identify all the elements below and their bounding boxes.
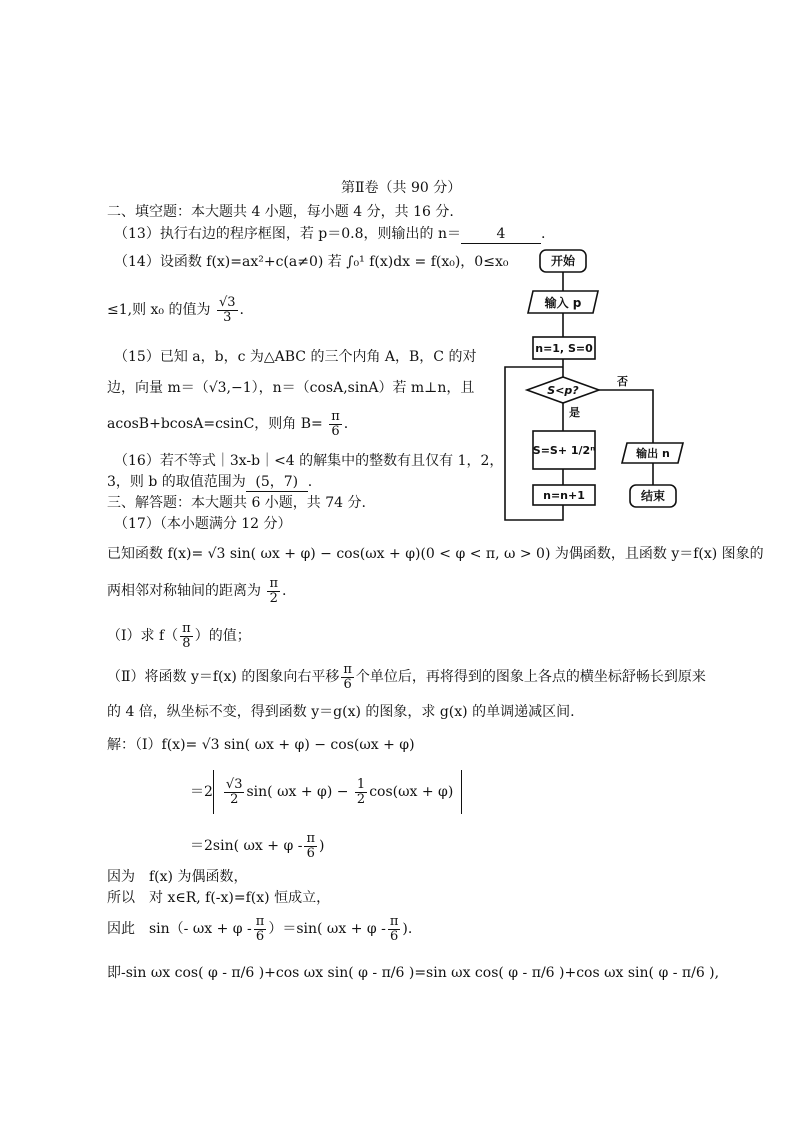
q17-line2-frac (267, 577, 280, 605)
q16-line2 (107, 474, 312, 492)
flow-start-label: 开始 (550, 254, 576, 268)
solution-frac2 (355, 778, 367, 806)
q13: （13）执行右边的程序框图，若 p＝0.8，则输出的 n＝ 4 . (114, 226, 546, 242)
q17-line2-den: 2 (269, 590, 278, 606)
q17-part-i (107, 622, 251, 650)
solution-line3-post: ) (318, 838, 325, 855)
q14-answer-num: √3 (218, 295, 236, 310)
solution-line2-post: cos(ωx + φ) (369, 784, 454, 800)
q16-line2-pre: 3，则 b 的取值范围为 (107, 474, 246, 490)
solution-frac2-den: 2 (356, 791, 366, 807)
q14-line1: （14）设函数 f(x)=ax²+c(a≠0) 若 ∫₀¹ f(x)dx = f(x₀)，0≤x₀ (114, 254, 509, 270)
q17-ii-line2: 的 4 倍，纵坐标不变，得到函数 y＝g(x) 的图象，求 g(x) 的单调递减区间. (107, 704, 575, 720)
solution-line2-mid: sin( ωx + φ) − (246, 784, 349, 800)
q17-line2-pre: 两相邻对称轴间的距离为 (107, 583, 261, 600)
solution-line6 (107, 915, 412, 943)
part2-heading: 二、填空题：本大题共 4 小题，每小题 4 分，共 16 分. (107, 204, 454, 220)
solution-line6-num2: π (389, 914, 399, 929)
solution-line6-frac2 (388, 915, 401, 943)
q17-i-num: π (182, 621, 191, 636)
q15-line3-post: . (343, 416, 349, 433)
q17-ii-post: 个单位后，再将得到的图象上各点的横坐标舒畅长到原来 (355, 669, 706, 686)
q14-answer (217, 296, 238, 324)
part3-heading: 三、解答题：本大题共 6 小题，共 74 分. (107, 495, 366, 511)
flow-output-label: 输出 n (636, 447, 670, 460)
flow-update-n-label: n=n+1 (543, 489, 585, 502)
q14-line2 (107, 296, 244, 324)
q17-head: （17）（本小题满分 12 分） (114, 516, 292, 532)
solution-bracket (213, 770, 462, 814)
solution-frac1 (224, 778, 245, 806)
solution-line6-pre: 因此 sin（- ωx + φ - (107, 921, 252, 938)
q17-line2-post: . (282, 583, 287, 600)
flow-end-label: 结束 (640, 489, 666, 503)
flowchart (495, 245, 695, 530)
q15-line3 (107, 410, 348, 438)
q17-i-frac (180, 622, 193, 650)
flow-cond-label: S<p? (547, 384, 579, 397)
q14-answer-den: 3 (223, 309, 232, 325)
q15-answer-den: 6 (331, 423, 340, 439)
solution-line3-den: 6 (306, 845, 315, 861)
solution-line6-frac1 (254, 915, 267, 943)
q15-answer-num: π (331, 409, 340, 424)
q17-line2 (107, 577, 286, 605)
solution-line6-post: ). (402, 921, 413, 938)
flow-input-label: 输入 p (544, 296, 582, 310)
q13-text: （13）执行右边的程序框图，若 p＝0.8，则输出的 n＝ (114, 226, 461, 242)
q15-line3-pre: acosB+bcosA=csinC，则角 B= (107, 416, 323, 433)
q17-line1: 已知函数 f(x)= √3 sin( ωx + φ) − cos(ωx + φ)(0 < φ < π, ω > 0) 为偶函数，且函数 y＝f(x) 图象的 (107, 546, 764, 562)
q13-answer: 4 (461, 226, 541, 244)
q16-line2-post: . (307, 474, 313, 490)
q17-ii-num: π (343, 662, 352, 677)
flow-update-s-label: S=S+ 1/2ⁿ (532, 444, 596, 457)
q17-ii-frac (341, 663, 354, 691)
solution-frac1-num: √3 (225, 776, 243, 792)
solution-line7: 即-sin ωx cos( φ - π/6 )+cos ωx sin( φ - π/6 )=sin ωx cos( φ - π/6 )+cos ωx sin( φ - π/6 ), (107, 965, 720, 981)
q16-answer: (5，7) (246, 474, 308, 492)
solution-line5: 所以 对 x∈R, f(-x)=f(x) 恒成立， (107, 890, 331, 906)
q15-answer (329, 410, 342, 438)
solution-line3-num: π (306, 831, 315, 846)
flow-no-label: 否 (617, 375, 628, 388)
q17-line2-num: π (269, 576, 278, 591)
solution-line2-pre: ＝2 (190, 784, 213, 800)
section-title: 第Ⅱ卷（共 90 分） (341, 180, 462, 196)
solution-line1: 解：（Ⅰ）f(x)= √3 sin( ωx + φ) − cos(ωx + φ) (107, 737, 415, 753)
q17-ii-den: 6 (343, 676, 352, 692)
q17-i-pre: （Ⅰ）求 f（ (107, 628, 179, 645)
solution-line6-num1: π (255, 914, 265, 929)
solution-line3 (190, 832, 324, 860)
q17-i-den: 8 (182, 635, 191, 651)
solution-frac2-num: 1 (356, 776, 366, 792)
flow-init-label: n=1, S=0 (535, 342, 593, 355)
solution-line6-den1: 6 (255, 928, 265, 944)
q17-i-post: ）的值； (194, 628, 251, 645)
q15-line2: 边，向量 m＝（√3,−1），n＝（cosA,sinA）若 m⊥n，且 (107, 380, 475, 396)
solution-line4: 因为 f(x) 为偶函数， (107, 869, 248, 885)
q15-line1: （15）已知 a，b，c 为△ABC 的三个内角 A，B，C 的对 (114, 349, 477, 365)
q17-part-ii (107, 663, 706, 691)
flow-yes-label: 是 (569, 406, 580, 419)
solution-line6-den2: 6 (390, 928, 399, 944)
q14-line2-pre: ≤1,则 x₀ 的值为 (107, 302, 211, 319)
q14-line2-post: . (239, 302, 244, 319)
solution-line6-mid: ）＝sin( ωx + φ - (268, 921, 386, 938)
q16-line1: （16）若不等式｜3x-b｜<4 的解集中的整数有且仅有 1，2， (114, 453, 504, 469)
solution-line2 (190, 770, 462, 814)
solution-line3-pre: ＝2sin( ωx + φ - (190, 838, 303, 855)
solution-frac1-den: 2 (230, 791, 239, 807)
q17-ii-pre: （Ⅱ）将函数 y＝f(x) 的图象向右平移 (107, 669, 340, 686)
solution-line3-frac (304, 832, 317, 860)
